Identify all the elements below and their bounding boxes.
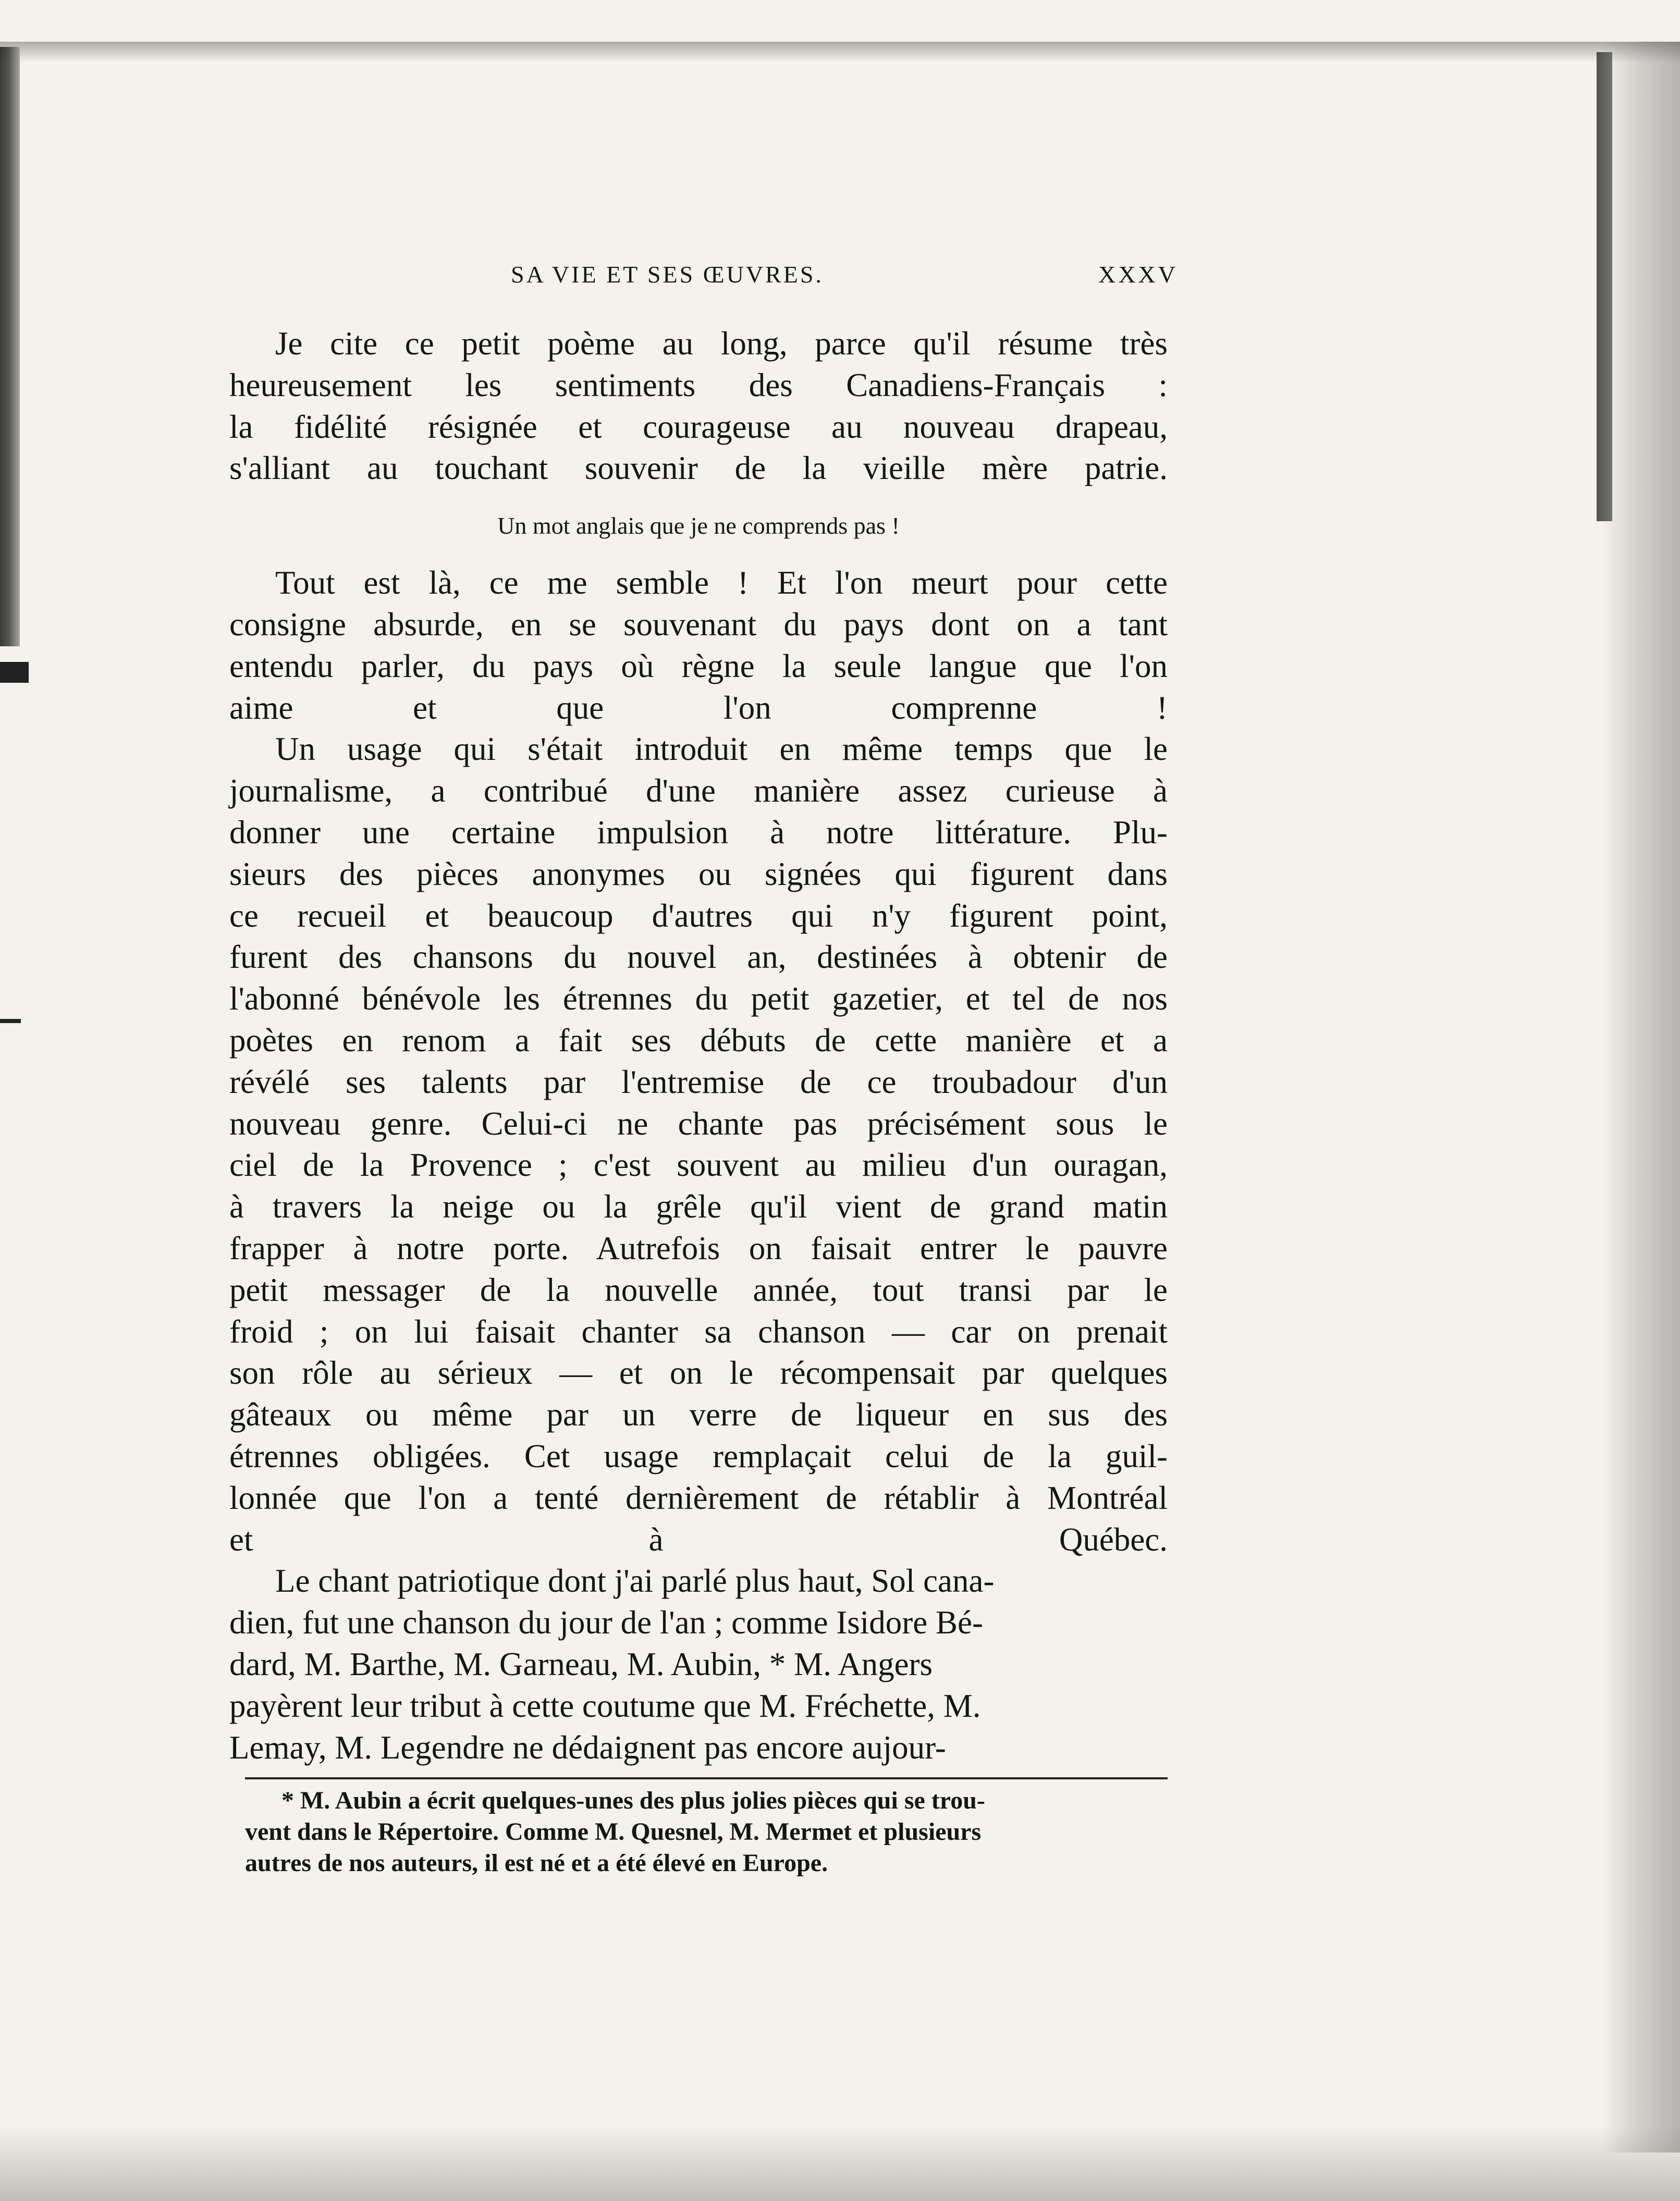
scan-mark-left bbox=[0, 662, 29, 683]
footnote-rule bbox=[245, 1777, 1168, 1779]
scan-mark-left-small bbox=[0, 1019, 21, 1023]
scan-shadow-top bbox=[0, 42, 1680, 63]
scan-shadow-right bbox=[1602, 42, 1680, 2153]
scan-shadow-bottom bbox=[0, 2126, 1680, 2201]
paragraph-gap bbox=[229, 547, 1168, 562]
scan-binding-shadow bbox=[1597, 52, 1612, 521]
page-header bbox=[511, 261, 1178, 297]
paragraph-3: Un usage qui s'était introduit en même temps que le journalisme, a contribué d'une manière assez curieuse à donner une certaine impulsion à notre littérature. Plu- sieurs des pièces anonymes ou signées qui figurent dans ce recueil et beaucoup d'autres qui n'y figurent point, furent des chansons du nouvel an, destinées à obtenir de l'abonné bénévole les étrennes du petit gazetier, et tel de nos poètes en renom a fait ses débuts de cette manière et a révélé ses talents par l'entremise de ce troubadour d'un nouveau genre. Celui-ci ne chante pas précisément sous le ciel de la Provence ; c'est souvent au milieu d'un ouragan, à travers la neige ou la grêle qu'il vient de grand matin frapper à notre porte. Autrefois on faisait entrer le pauvre petit messager de la nouvelle année, tout transi par le froid ; on lui faisait chanter sa chanson — car on prenait son rôle au sérieux — et on le récompensait par quelques gâteaux ou même par un verre de liqueur en sus des étrennes obligées. Cet usage remplaçait celui de la guil- lonnée que l'on a tenté dernièrement de rétablir à Montréal et à Québec. bbox=[229, 731, 1168, 1558]
running-title: SA VIE ET SES ŒUVRES. bbox=[511, 261, 824, 288]
paragraph-4: Le chant patriotique dont j'ai parlé plus haut, Sol cana- dien, fut une chanson du jour de l'an ; comme Isidore Bé- dard, M. Barthe, M. Garneau, M. Aubin, * M. Angers payèrent leur tribut à cette coutume que M. Fréchette, M. Lemay, M. Legendre ne dédaignent pas encore aujour- bbox=[229, 1563, 995, 1766]
section-subheading: Un mot anglais que je ne comprends pas ! bbox=[497, 512, 900, 539]
body-text bbox=[229, 323, 1168, 1768]
paragraph-2: Tout est là, ce me semble ! Et l'on meurt pour cette consigne absurde, en se souvenant du pays dont on a tant entendu parler, du pays où règne la seule langue que l'on aime et que l'on comprenne ! bbox=[229, 564, 1168, 726]
page-number: XXXV bbox=[1098, 261, 1178, 288]
paragraph-gap bbox=[229, 489, 1168, 505]
scan-shadow-left bbox=[0, 47, 20, 646]
footnote: * M. Aubin a écrit quelques-unes des plus jolies pièces qui se trou- vent dans le Répertoire. Comme M. Quesnel, M. Mermet et plusieurs autres de nos auteurs, il est né et a été élevé en Europe. bbox=[245, 1787, 985, 1877]
paragraph-1: Je cite ce petit poème au long, parce qu'il résume très heureusement les sentiments des Canadiens-Français : la fidélité résignée et courageuse au nouveau drapeau, s'alliant au touchant souvenir de la vieille mère patrie. bbox=[229, 325, 1168, 487]
